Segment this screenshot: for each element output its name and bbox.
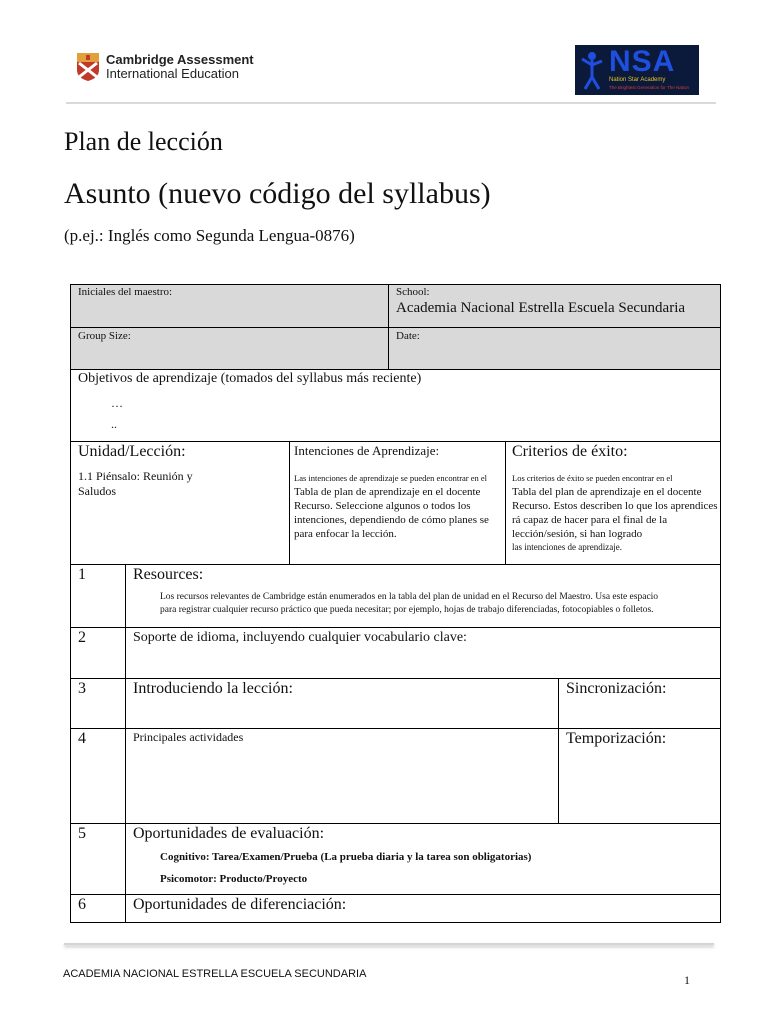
criteria-cell[interactable] [505,441,720,564]
group-size-cell[interactable] [71,327,388,369]
nsa-logo-text: NSA [609,45,676,78]
assessment-cell[interactable] [125,823,720,894]
assessment-label: Oportunidades de evaluación: [133,825,325,842]
row-number: 1 [71,564,125,627]
timing-cell[interactable] [558,728,720,823]
cambridge-line1: Cambridge Assessment [106,52,254,67]
subject-title: Asunto (nuevo código del syllabus) [64,177,491,210]
objectives-cell[interactable] [71,369,720,441]
date-label: Date: [396,330,420,342]
intentions-label: Intenciones de Aprendizaje: [294,443,440,458]
school-value: Academia Nacional Estrella Escuela Secundaria [396,300,686,316]
row-number: 6 [71,894,125,922]
lesson-plan-table [70,284,721,923]
sync-label: Sincronización: [566,680,667,697]
unit-label: Unidad/Lección: [78,443,186,460]
plan-title: Plan de lección [64,127,223,156]
teacher-initials-cell[interactable] [71,285,388,327]
differentiation-cell[interactable] [125,894,720,922]
school-cell[interactable] [388,285,720,327]
main-activities-cell[interactable] [125,728,558,823]
objective-item: .. [111,417,117,431]
sync-cell[interactable] [558,678,720,728]
introduction-label: Introduciendo la lección: [133,680,293,697]
language-support-label: Soporte de idioma, incluyendo cualquier vocabulario clave: [133,630,467,645]
assessment-item: Psicomotor: Producto/Proyecto [160,873,308,885]
resources-cell[interactable] [125,564,720,627]
unit-value: 1.1 Piénsalo: Reunión y Saludos [78,469,193,498]
criteria-text: Los criterios de éxito se pueden encontrar en el Tabla del plan de aprendizaje en el docente Recurso. Estos describen lo que los aprendices rá capaz de hacer para el final de la lección/sesión, si han logrado las intenciones de aprendizaje. [512,473,718,552]
cambridge-crest-icon [76,52,100,82]
objectives-label: Objetivos de aprendizaje (tomados del syllabus más reciente) [78,371,422,386]
resources-label: Resources: [133,566,204,583]
intentions-text: Las intenciones de aprendizaje se pueden encontrar en el Tabla de plan de aprendizaje en el docente Recurso. Seleccione algunos o todos los intenciones, dependiendo de cómo planes se para enfocar la lección. [294,473,489,540]
cambridge-logo [76,50,266,84]
objective-item: … [111,396,123,410]
criteria-label: Criterios de éxito: [512,443,628,460]
nsa-name: Nation Star Academy [609,77,666,83]
language-support-cell[interactable] [125,627,720,678]
group-size-label: Group Size: [78,330,131,342]
row-number: 3 [71,678,125,728]
resources-text: Los recursos relevantes de Cambridge están enumerados en la tabla del plan de unidad en el Recurso del Maestro. Usa este espacio para registrar cualquier recurso práctico que pueda necesitar; por ejemplo, hojas de trabajo diferenciadas, fotocopiables o folletos. [160,592,659,615]
school-label: School: [396,286,430,298]
nsa-tagline: The Brightest Generation for The Nation [609,85,689,90]
header-divider [66,102,716,104]
cambridge-line2: International Education [106,66,239,81]
unit-cell[interactable] [71,441,289,564]
date-cell[interactable] [388,327,720,369]
main-activities-label: Principales actividades [133,730,244,744]
footer-divider [64,943,714,945]
differentiation-label: Oportunidades de diferenciación: [133,896,347,913]
star-figure-icon [579,49,605,91]
teacher-initials-label: Iniciales del maestro: [78,286,173,298]
nsa-logo [575,45,699,95]
assessment-item: Cognitivo: Tarea/Examen/Prueba (La prueba diaria y la tarea son obligatorias) [160,851,532,863]
intentions-cell[interactable] [289,441,505,564]
row-number: 4 [71,728,125,823]
row-number: 5 [71,823,125,894]
subject-example: (p.ej.: Inglés como Segunda Lengua-0876) [64,226,355,245]
footer-school: ACADEMIA NACIONAL ESTRELLA ESCUELA SECUNDARIA [63,968,367,980]
timing-label: Temporización: [566,730,667,747]
page-number: 1 [684,973,690,987]
row-number: 2 [71,627,125,678]
introduction-cell[interactable] [125,678,558,728]
